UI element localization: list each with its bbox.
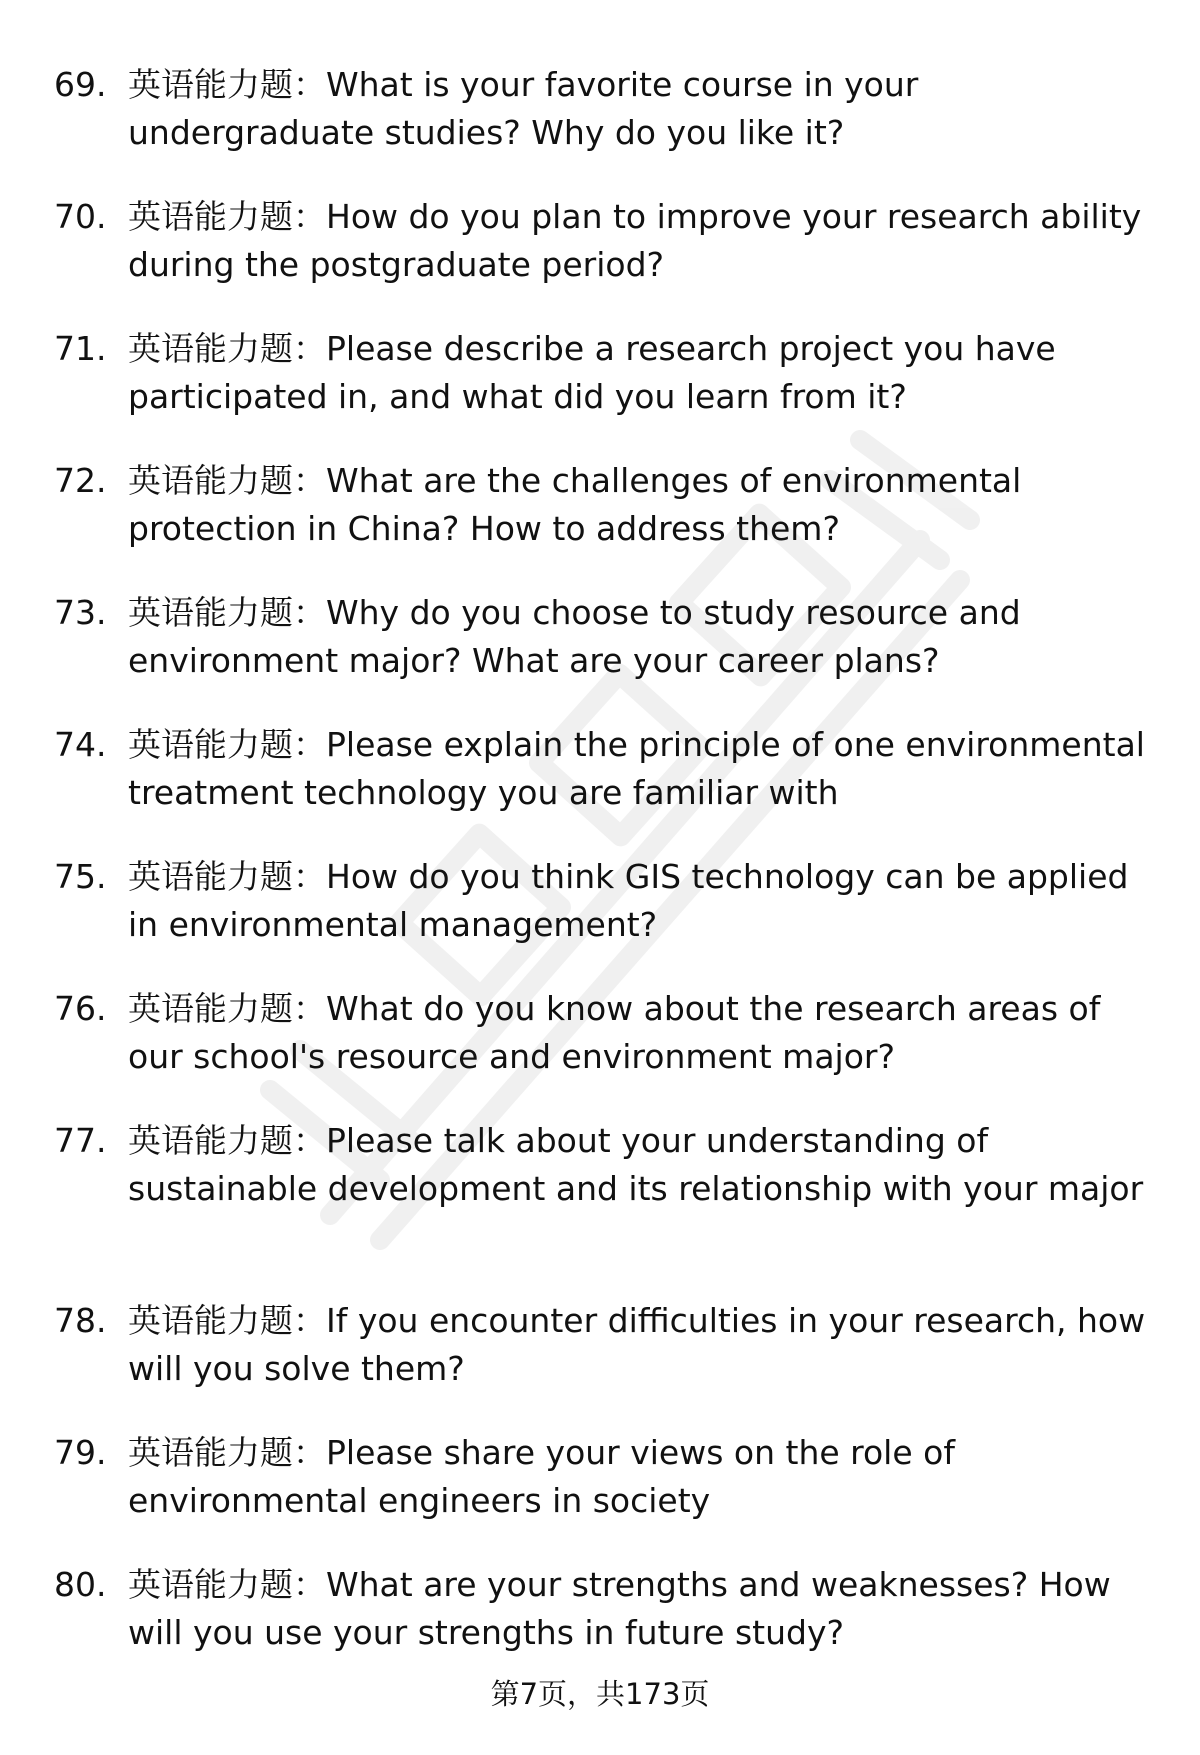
question-number: 69.	[54, 65, 107, 104]
question-label: 英语能力题：	[128, 1433, 326, 1472]
question-label: 英语能力题：	[128, 989, 326, 1028]
question-content	[128, 1429, 1158, 1525]
question-text: What are your strengths and weaknesses? How will you use your strengths in future study?	[128, 1565, 1111, 1652]
question-text: Please talk about your understanding of sustainable development and its relationship with your major	[128, 1121, 1144, 1208]
question-content	[128, 589, 1158, 685]
question-number: 74.	[54, 725, 107, 764]
question-number: 72.	[54, 461, 107, 500]
question-content	[128, 985, 1158, 1081]
question-content	[128, 457, 1158, 553]
question-content	[128, 853, 1158, 949]
question-number: 75.	[54, 857, 107, 896]
question-text: What are the challenges of environmental protection in China? How to address them?	[128, 461, 1022, 548]
question-number: 73.	[54, 593, 107, 632]
question-content	[128, 1561, 1158, 1657]
question-number: 76.	[54, 989, 107, 1028]
question-text: If you encounter difficulties in your research, how will you solve them?	[128, 1301, 1146, 1388]
question-text: Please describe a research project you have participated in, and what did you learn from it?	[128, 329, 1056, 416]
question-text: Please share your views on the role of environmental engineers in society	[128, 1433, 955, 1520]
question-text: Please explain the principle of one environmental treatment technology you are familiar with	[128, 725, 1145, 812]
question-label: 英语能力题：	[128, 725, 326, 764]
page-indicator: 第7页，共173页	[490, 1677, 710, 1711]
question-label: 英语能力题：	[128, 461, 326, 500]
question-number: 77.	[54, 1121, 107, 1160]
question-label: 英语能力题：	[128, 65, 326, 104]
question-content	[128, 61, 1158, 157]
question-number: 78.	[54, 1301, 107, 1340]
question-content	[128, 721, 1158, 817]
question-text: How do you plan to improve your research ability during the postgraduate period?	[128, 197, 1142, 284]
question-label: 英语能力题：	[128, 1121, 326, 1160]
question-label: 英语能力题：	[128, 329, 326, 368]
question-text: What is your favorite course in your undergraduate studies? Why do you like it?	[128, 65, 919, 152]
question-label: 英语能力题：	[128, 857, 326, 896]
question-number: 70.	[54, 197, 107, 236]
question-number: 79.	[54, 1433, 107, 1472]
question-content	[128, 1297, 1158, 1393]
question-label: 英语能力题：	[128, 593, 326, 632]
question-text: Why do you choose to study resource and environment major? What are your career plans?	[128, 593, 1021, 680]
question-text: What do you know about the research areas of our school's resource and environment major?	[128, 989, 1101, 1076]
question-label: 英语能力题：	[128, 1565, 326, 1604]
question-text: How do you think GIS technology can be applied in environmental management?	[128, 857, 1129, 944]
question-number: 80.	[54, 1565, 107, 1604]
question-label: 英语能力题：	[128, 197, 326, 236]
question-content	[128, 1117, 1158, 1213]
question-label: 英语能力题：	[128, 1301, 326, 1340]
question-content	[128, 325, 1158, 421]
question-content	[128, 193, 1158, 289]
question-number: 71.	[54, 329, 107, 368]
